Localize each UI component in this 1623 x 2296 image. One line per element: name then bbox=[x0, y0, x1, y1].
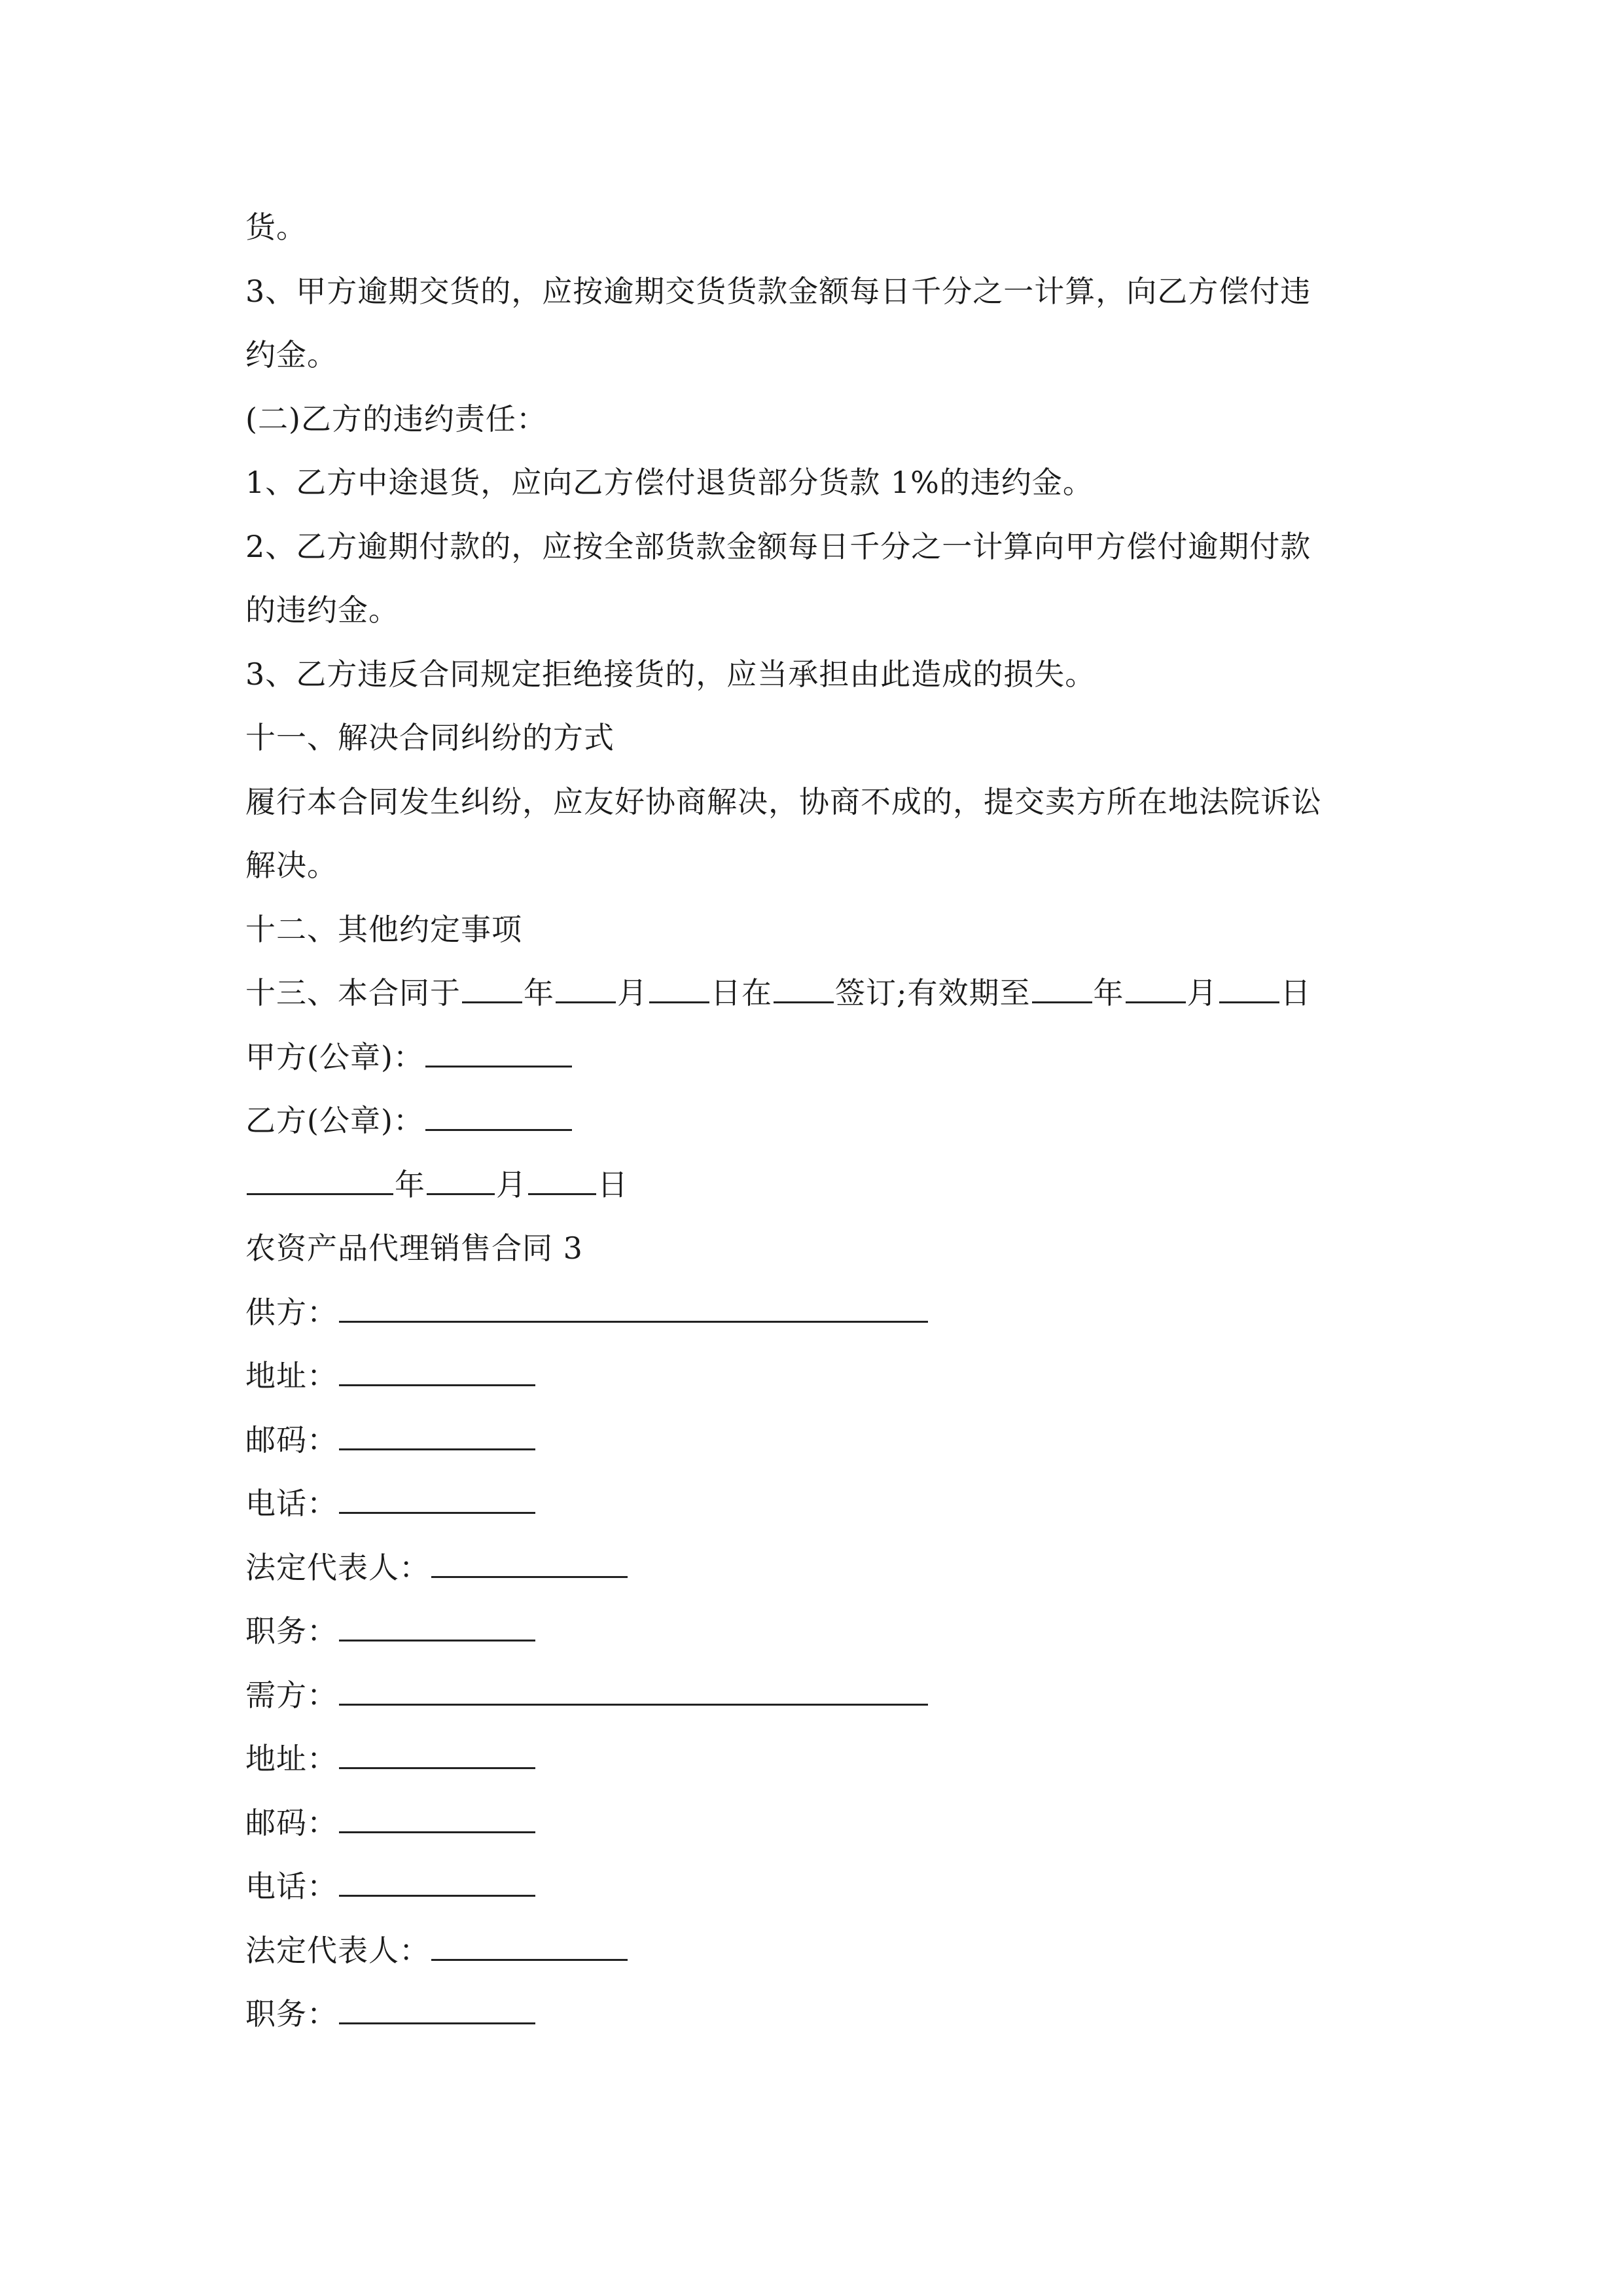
text-line: 解决。 bbox=[245, 848, 338, 883]
term-day: 日在 bbox=[711, 975, 772, 1011]
term-month2: 月 bbox=[1186, 975, 1218, 1011]
contract-title: 农资产品代理销售合同 3 bbox=[245, 1230, 583, 1266]
term-prefix: 十三、本合同于 bbox=[245, 975, 461, 1011]
position-blank[interactable] bbox=[339, 1605, 535, 1641]
term-signed: 签订;有效期至 bbox=[835, 975, 1031, 1011]
blank-field[interactable] bbox=[649, 967, 709, 1003]
date-year: 年 bbox=[395, 1167, 425, 1202]
term-month: 月 bbox=[617, 975, 648, 1011]
text-line: 履行本合同发生纠纷，应友好协商解决，协商不成的，提交卖方所在地法院诉讼 bbox=[245, 784, 1322, 819]
postcode-blank[interactable] bbox=[339, 1797, 535, 1833]
address-label: 地址： bbox=[245, 1358, 338, 1393]
date-day: 日 bbox=[597, 1167, 628, 1202]
phone-label: 电话： bbox=[245, 1869, 338, 1904]
buyer-blank[interactable] bbox=[339, 1670, 928, 1706]
blank-field[interactable] bbox=[462, 967, 522, 1003]
section-heading: 十一、解决合同纠纷的方式 bbox=[245, 720, 615, 755]
postcode-label: 邮码： bbox=[245, 1805, 338, 1840]
rep-label: 法定代表人： bbox=[245, 1933, 430, 1968]
blank-field[interactable] bbox=[774, 967, 834, 1003]
supplier-rep-line bbox=[245, 1541, 629, 1594]
term-day2: 日 bbox=[1280, 975, 1311, 1011]
text-line: 1、乙方中途退货，应向乙方偿付退货部分货款 1%的违约金。 bbox=[245, 465, 1094, 500]
buyer-line bbox=[245, 1669, 929, 1721]
supplier-position-line bbox=[245, 1605, 537, 1657]
text-line: 货。 bbox=[245, 209, 307, 245]
buyer-label: 需方： bbox=[245, 1677, 338, 1713]
blank-field[interactable] bbox=[1126, 967, 1186, 1003]
month-blank[interactable] bbox=[427, 1159, 495, 1195]
postcode-label: 邮码： bbox=[245, 1422, 338, 1458]
phone-label: 电话： bbox=[245, 1486, 338, 1521]
date-month: 月 bbox=[496, 1167, 527, 1202]
buyer-position-line bbox=[245, 1988, 537, 2040]
year-blank[interactable] bbox=[247, 1159, 393, 1195]
text-line: 3、甲方逾期交货的，应按逾期交货货款金额每日千分之一计算，向乙方偿付违 bbox=[245, 274, 1311, 309]
phone-blank[interactable] bbox=[339, 1478, 535, 1514]
rep-blank[interactable] bbox=[431, 1925, 628, 1961]
buyer-address-line bbox=[245, 1732, 537, 1785]
party-a-label: 甲方(公章)： bbox=[245, 1039, 424, 1075]
term-year: 年 bbox=[524, 975, 554, 1011]
text-line: 的违约金。 bbox=[245, 592, 399, 628]
section-heading: 十二、其他约定事项 bbox=[245, 912, 522, 947]
postcode-blank[interactable] bbox=[339, 1414, 535, 1450]
party-b-label: 乙方(公章)： bbox=[245, 1103, 424, 1138]
term-year2: 年 bbox=[1093, 975, 1124, 1011]
text-line: 约金。 bbox=[245, 337, 338, 372]
contract-term-line bbox=[245, 967, 1311, 1019]
party-b-blank[interactable] bbox=[425, 1095, 572, 1131]
address-blank[interactable] bbox=[339, 1350, 535, 1386]
blank-field[interactable] bbox=[1219, 967, 1279, 1003]
buyer-rep-line bbox=[245, 1924, 629, 1977]
party-a-blank[interactable] bbox=[425, 1031, 572, 1067]
address-blank[interactable] bbox=[339, 1733, 535, 1769]
buyer-phone-line bbox=[245, 1860, 537, 1912]
rep-label: 法定代表人： bbox=[245, 1550, 430, 1585]
position-label: 职务： bbox=[245, 1613, 338, 1649]
supplier-postcode-line bbox=[245, 1414, 537, 1466]
buyer-postcode-line bbox=[245, 1797, 537, 1849]
supplier-blank[interactable] bbox=[339, 1287, 928, 1323]
blank-field[interactable] bbox=[1032, 967, 1092, 1003]
position-label: 职务： bbox=[245, 1996, 338, 2032]
section-heading: (二)乙方的违约责任： bbox=[245, 401, 547, 437]
text-line: 2、乙方逾期付款的，应按全部货款金额每日千分之一计算向甲方偿付逾期付款 bbox=[245, 529, 1311, 564]
rep-blank[interactable] bbox=[431, 1542, 628, 1578]
position-blank[interactable] bbox=[339, 1988, 535, 2024]
day-blank[interactable] bbox=[528, 1159, 596, 1195]
blank-field[interactable] bbox=[556, 967, 616, 1003]
supplier-address-line bbox=[245, 1350, 537, 1402]
supplier-phone-line bbox=[245, 1477, 537, 1530]
signing-date-line bbox=[245, 1158, 628, 1211]
party-a-signature bbox=[245, 1031, 573, 1083]
supplier-label: 供方： bbox=[245, 1295, 338, 1330]
text-line: 3、乙方违反合同规定拒绝接货的，应当承担由此造成的损失。 bbox=[245, 656, 1096, 692]
address-label: 地址： bbox=[245, 1741, 338, 1776]
party-b-signature bbox=[245, 1094, 573, 1147]
supplier-line bbox=[245, 1286, 929, 1338]
phone-blank[interactable] bbox=[339, 1861, 535, 1897]
